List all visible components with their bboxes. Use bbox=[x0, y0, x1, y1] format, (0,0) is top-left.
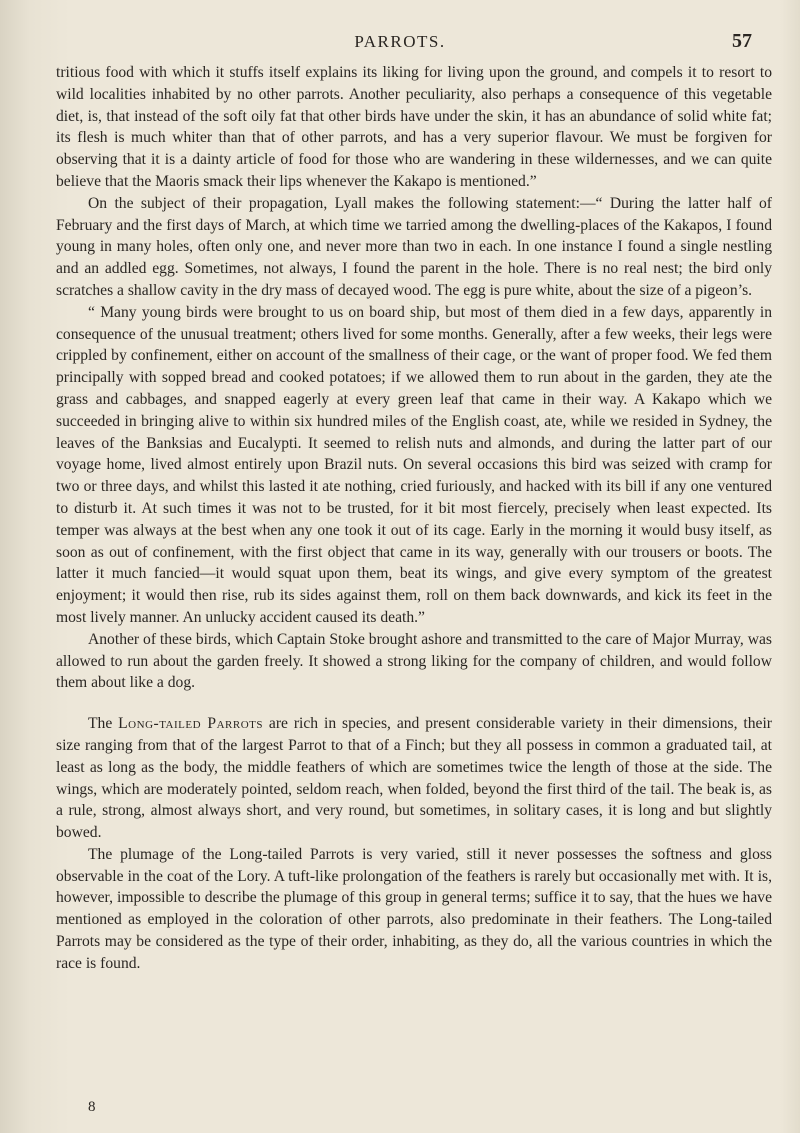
lead-text: The bbox=[88, 715, 119, 733]
paragraph-propagation: On the subject of their propagation, Lyall makes the following statement:—“ During the latter half of February and the first days of March, at which time we tarried among the dwelling-places of the Kakapos, I found young in many holes, often only one, and never more than two in each. In one instance I found a single nestling and an addled egg. Sometimes, not always, I found the parent in the hole. There is no real nest; the bird only scratches a shallow cavity in the dry mass of decayed wood. The egg is pure white, about the size of a pigeon’s. bbox=[56, 194, 772, 299]
paragraph-long-tailed-parrots bbox=[56, 713, 772, 844]
section-term: Long-tailed Parrots bbox=[118, 715, 264, 733]
paragraph-rest: are rich in species, and present considerable variety in their dimensions, their size ranging from that of the largest Parrot to that of a Finch; but they all possess in common a graduated tail, at least as long as the body, the middle feathers of which are sometimes twice the length of those at the side. The wings, which are moderately pointed, seldom reach, when folded, beyond the first third of the tail. The beak is, as a rule, strong, almost always short, and very round, but sometimes, in solitary cases, it is long and but slightly bowed. bbox=[56, 715, 772, 842]
running-head bbox=[0, 30, 800, 54]
paragraph-young-birds: “ Many young birds were brought to us on board ship, but most of them died in a few days, apparently in consequence of the unusual treatment; others lived for some months. Generally, after a few weeks, their legs were crippled by confinement, either on account of the smallness of their cage, or the want of proper food. We fed them principally with sopped bread and cooked potatoes; if we allowed them to run about in the garden, they ate the grass and cabbages, and snapped eagerly at every green leaf that came in their way. A Kakapo which we succeeded in bringing alive to within six hundred miles of the English coast, ate, while we resided in Sydney, the leaves of the Banksias and Eucalypti. It seemed to relish nuts and almonds, and during the latter part of our voyage home, lived almost entirely upon Brazil nuts. On several occasions this bird was seized with cramp for two or three days, and whilst this lasted it ate nothing, cried furiously, and hacked with its bill if any one ventured to disturb it. At such times it was not to be trusted, for it bit most fiercely, precisely when least expected. Its temper was always at the best when any one took it out of its cage. Early in the morning it would busy itself, as soon as out of confinement, with the first object that came in its way, generally with our trousers or boots. The latter it much fancied—it would squat upon them, beat its wings, and give every symptom of the greatest enjoyment; it would then rise, rub its sides against them, roll on them back downwards, and kick its feet in the most lively manner. An unlucky accident caused its death.” bbox=[56, 303, 772, 626]
paragraph-plumage: The plumage of the Long-tailed Parrots is very varied, still it never possesses the softness and gloss observable in the coat of the Lory. A tuft-like prolongation of the feathers is rarely but occasionally met with. It is, however, impossible to describe the plumage of this group in general terms; suffice it to say, that the hues we have mentioned as employed in the coloration of other parrots, also predominate in their feathers. The Long-tailed Parrots may be considered as the type of their order, inhabiting, as they do, all the various countries in which the race is found. bbox=[56, 845, 772, 972]
page-number: 57 bbox=[732, 30, 752, 52]
paragraph-captain-stoke: Another of these birds, which Captain Stoke brought ashore and transmitted to the care of Major Murray, was allowed to run about the garden freely. It showed a strong liking for the company of children, and would follow them about like a dog. bbox=[56, 630, 772, 692]
body-text bbox=[56, 62, 772, 975]
running-title: PARROTS. bbox=[354, 32, 446, 51]
signature-mark: 8 bbox=[88, 1099, 96, 1115]
paragraph-continued: tritious food with which it stuffs itself explains its liking for living upon the ground, and compels it to resort to wild localities inhabited by no other parrots. Another peculiarity, also perhaps a consequence of this vegetable diet, is, that instead of the soft oily fat that other birds have under the skin, it has an abundance of solid white fat; its flesh is much whiter than that of other parrots, and has a very superior flavour. We must be forgiven for observing that it is a dainty article of food for those who are wandering in these wildernesses, and we can quite believe that the Maoris smack their lips whenever the Kakapo is mentioned.” bbox=[56, 64, 772, 190]
